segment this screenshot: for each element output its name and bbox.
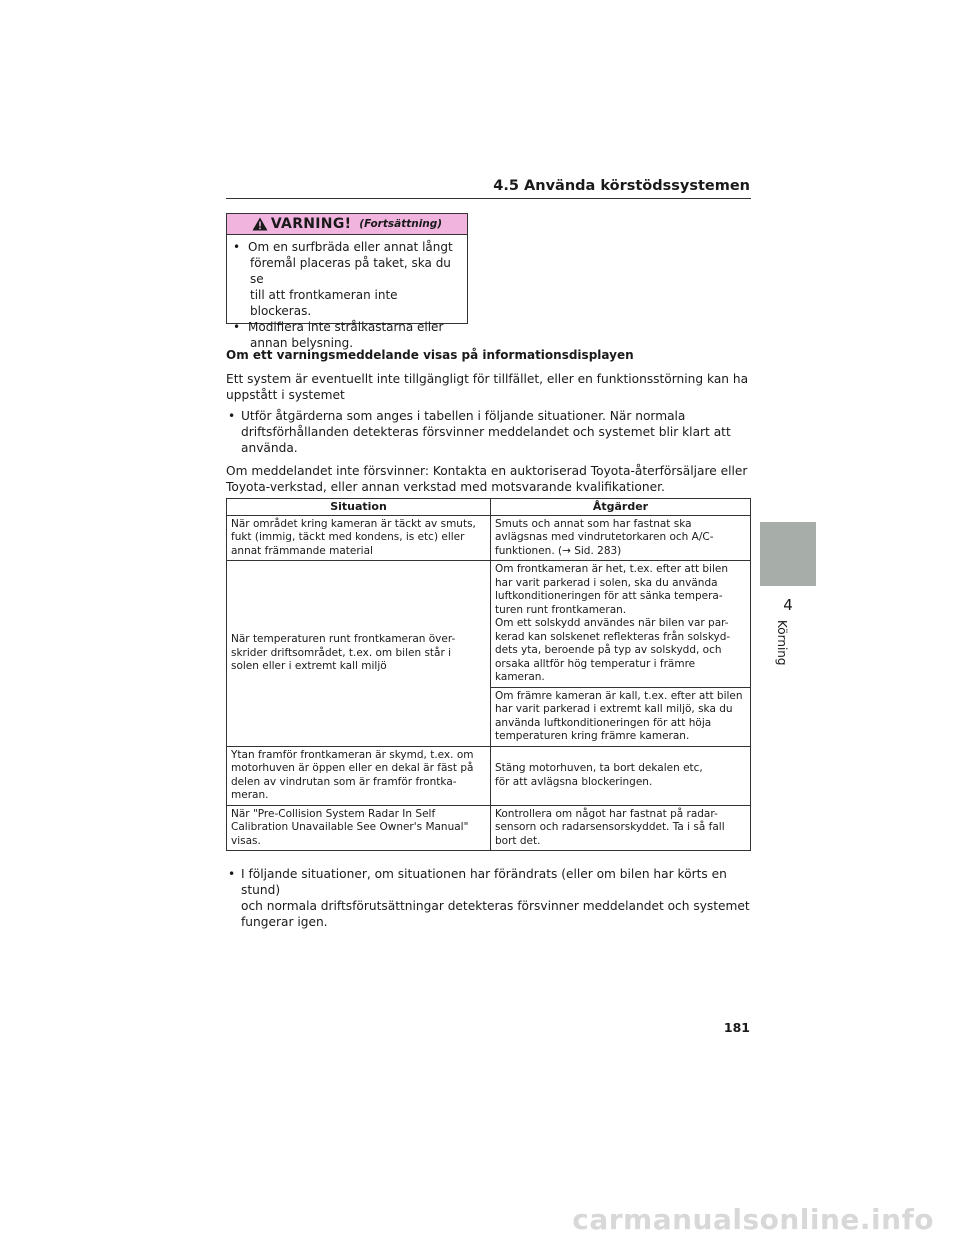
text-line: för att avlägsna blockeringen.	[495, 775, 653, 788]
situation-cell	[227, 746, 491, 805]
text-line: Utför åtgärderna som anges i tabellen i följande situationer. När normala	[241, 409, 686, 423]
situation-cell	[227, 805, 491, 851]
warning-header	[227, 214, 467, 235]
text-line: I följande situationer, om situationen har förändrats (eller om bilen har körts en stund)	[241, 867, 727, 897]
section-heading: Om ett varningsmeddelande visas på informationsdisplayen	[226, 348, 634, 362]
text-line: skrider driftsområdet, t.ex. om bilen står i	[231, 646, 452, 659]
text-line: Smuts och annat som har fastnat ska	[495, 517, 692, 530]
text-line: turen runt frontkameran.	[495, 603, 627, 616]
bullet-dot: •	[228, 409, 236, 423]
bullet-dot: •	[228, 867, 236, 881]
text-line: Om frontkameran är het, t.ex. efter att bilen	[495, 563, 729, 575]
text-line: har varit parkerad i solen, ska du använda	[495, 576, 718, 589]
action-cell	[491, 805, 751, 851]
text-line: Kontrollera om något har fastnat på radar-	[495, 807, 718, 820]
contact-paragraph	[226, 463, 751, 495]
text-line: meran.	[231, 789, 269, 801]
bullet-dot: •	[233, 240, 241, 254]
action-cell	[491, 687, 751, 746]
bullet-paragraph-1	[226, 408, 751, 456]
text-line: orsaka alltför hög temperatur i främre	[495, 657, 696, 670]
chapter-number: 4	[783, 596, 793, 614]
warning-body	[227, 235, 467, 351]
text-line: till att frontkameran inte blockeras.	[250, 288, 398, 318]
action-cell	[491, 561, 751, 688]
text-line: luftkonditioneringen för att sänka tempera-	[495, 590, 723, 602]
text-line: fukt (immig, täckt med kondens, is etc) eller	[231, 531, 465, 543]
text-line: sensorn och radarsensorskyddet. Ta i så fall	[495, 821, 725, 833]
text-line: uppstått i systemet	[226, 388, 345, 402]
table-row	[227, 515, 751, 561]
bullet-dot: •	[233, 320, 241, 334]
text-line: fungerar igen.	[241, 915, 328, 929]
text-line: Om en surfbräda eller annat långt	[248, 240, 453, 254]
text-line: Modifiera inte strålkastarna eller	[248, 320, 444, 334]
text-line: Stäng motorhuven, ta bort dekalen etc,	[495, 762, 703, 774]
text-line: temperaturen kring främre kameran.	[495, 730, 690, 742]
chapter-header-title: 4.5 Använda körstödssystemen	[493, 178, 750, 194]
text-line: solen eller i extremt kall miljö	[231, 660, 387, 672]
text-line: Toyota-verkstad, eller annan verkstad med motsvarande kvalifikationer.	[226, 480, 665, 494]
text-line: annat främmande material	[231, 544, 373, 557]
text-line: När "Pre-Collision System Radar In Self	[231, 807, 436, 820]
text-line: motorhuven är öppen eller en dekal är fäst på	[231, 762, 474, 774]
text-line: annan belysning.	[250, 336, 354, 350]
text-line: föremål placeras på taket, ska du se	[250, 256, 451, 286]
text-line: Ytan framför frontkameran är skymd, t.ex. om	[231, 748, 474, 761]
chapter-side-tab	[760, 522, 816, 586]
text-line: dets yta, beroende på typ av solskydd, och	[495, 644, 722, 656]
header-rule	[226, 198, 751, 199]
text-line: använda.	[241, 441, 298, 455]
table-row	[227, 746, 751, 805]
situation-table	[226, 498, 751, 851]
table-header-actions: Åtgärder	[491, 499, 751, 516]
action-cell	[491, 515, 751, 561]
text-line: När temperaturen runt frontkameran över-	[231, 633, 456, 645]
warning-box	[226, 213, 468, 350]
text-line: har varit parkerad i extremt kall miljö, ska du	[495, 703, 733, 715]
situation-cell	[227, 561, 491, 747]
table-header-situation: Situation	[227, 499, 491, 516]
intro-paragraph	[226, 371, 751, 403]
text-line: delen av vindrutan som är framför frontka-	[231, 775, 457, 788]
text-line: kerad kan solskenet reflekteras från solskyd-	[495, 630, 731, 643]
warning-continued: (Fortsättning)	[359, 218, 443, 230]
text-line: Om ett solskydd användes när bilen var par-	[495, 617, 729, 629]
chapter-label: Körning	[775, 620, 789, 666]
action-cell	[491, 746, 751, 805]
text-line: använda luftkonditioneringen för att höja	[495, 716, 712, 729]
warning-title: VARNING!	[270, 216, 352, 232]
warning-bullet	[233, 319, 459, 351]
text-line: Calibration Unavailable See Owner's Manual"	[231, 821, 469, 833]
table-row	[227, 561, 751, 688]
text-line: och normala driftsförutsättningar detekteras försvinner meddelandet och systemet	[241, 899, 750, 913]
text-line: Ett system är eventuellt inte tillgängligt för tillfället, eller en funktionsstörning kan ha	[226, 372, 749, 386]
text-line: När området kring kameran är täckt av smuts,	[231, 517, 476, 530]
text-line: Om meddelandet inte försvinner: Kontakta en auktoriserad Toyota-återförsäljare eller	[226, 464, 748, 478]
text-line: driftsförhållanden detekteras försvinner meddelandet och systemet blir klart att	[241, 425, 731, 439]
table-header-row	[227, 499, 751, 516]
watermark: carmanualsonline.info	[572, 1203, 934, 1236]
bullet-paragraph-2	[226, 866, 751, 930]
text-line: visas.	[231, 834, 261, 847]
text-line: funktionen. (→ Sid. 283)	[495, 544, 622, 557]
warning-triangle-icon	[252, 217, 268, 231]
text-line: avlägsnas med vindrutetorkaren och A/C-	[495, 531, 714, 543]
page-number: 181	[723, 1020, 750, 1035]
text-line: bort det.	[495, 834, 541, 847]
text-line: kameran.	[495, 671, 545, 683]
table-row	[227, 805, 751, 851]
warning-bullet	[233, 239, 459, 319]
text-line: Om främre kameran är kall, t.ex. efter att bilen	[495, 689, 743, 702]
situation-cell	[227, 515, 491, 561]
